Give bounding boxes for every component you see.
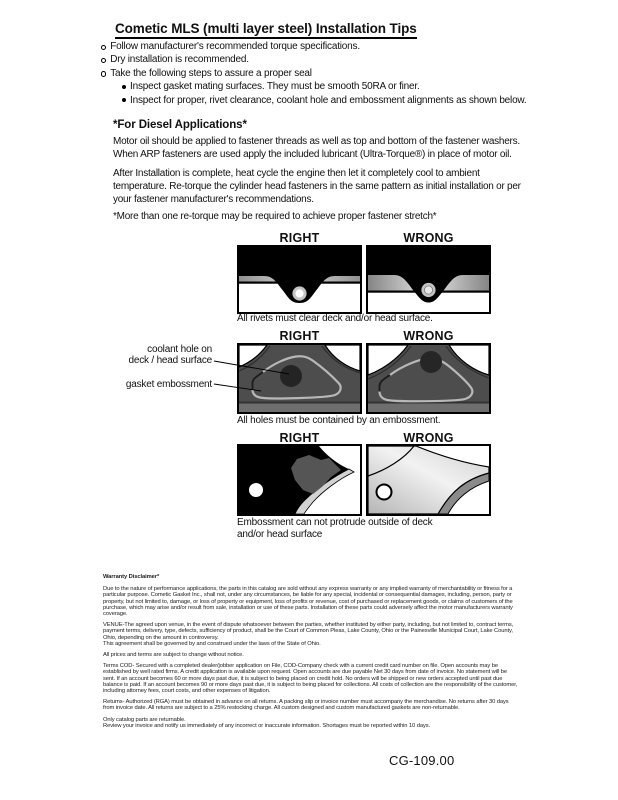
legal-paragraph — [103, 622, 519, 647]
diesel-paragraph-2: After Installation is complete, heat cycle the engine then let it completely cool to ambient temperature. Re-torque the cylinder head fasteners in the same pattern as initial installation or per your fastener manufacturer's recommendations. — [113, 168, 521, 205]
page-title: Cometic MLS (multi layer steel) Installation Tips — [115, 21, 417, 39]
coolant-hole-annotation — [88, 344, 212, 366]
gasket-embossment-annotation: gasket embossment — [125, 379, 212, 390]
list-item-text: Inspect for proper, rivet clearance, coolant hole and embossment alignments as shown below. — [130, 94, 527, 106]
gasket-edge-line — [239, 402, 360, 404]
wrong-label-row2: WRONG — [403, 329, 454, 343]
rivet-center — [424, 286, 432, 294]
bolt-hole — [377, 485, 392, 500]
open-bullet-icon — [101, 71, 106, 76]
right-label-row1: RIGHT — [279, 231, 320, 245]
legal-paragraph: Terms COD- Secured with a completed dealer/jobber application on File, COD-Company check with a current credit card number on file. Open accounts may be established by well rated firms. A credit application is available upon request. Open accounts are due payable Net 30 days from date of invoice. No statement will be sent. If an account becomes 60 or more days past due, it is subject to being placed on credit hold. No orders will be shipped or new orders accepted until past due balance is paid. If an account becomes 90 or more days past due, it is subject to being placed for collections. All costs of collection are the responsibility of the customer, including attorney fees, court costs, and other expenses of litigation. — [103, 663, 518, 695]
row2-caption: All holes must be contained by an embossment. — [237, 415, 441, 426]
embossment-containment-wrong-diagram — [366, 343, 491, 414]
list-item — [101, 94, 529, 107]
legal-paragraph: Due to the nature of performance applications, the parts in this catalog are sold without any express warranty or any implied warranty of merchantability or fitness for a particular purpose. Cometic Gasket Inc., shall not, under any circumstances, be liable for any special, incidental or consequential damages, including, person, party or property, but not limited to, damage, or loss of property or equipment, loss of profits or revenue, cost of purchased or replacement goods, or claims of customers of the purchase, which may arise and/or result from sale, installation or use of these parts. Installation of these parts could adversely affect the motor manufacturers warranty coverage. — [103, 586, 513, 618]
rivet-center — [295, 289, 303, 297]
warranty-disclaimer-heading: Warranty Disclaimer* — [103, 574, 160, 580]
list-item-text: Inspect gasket mating surfaces. They must be smooth 50RA or finer. — [130, 81, 420, 93]
right-label-row3: RIGHT — [279, 431, 320, 445]
gasket-edge-strip — [239, 404, 360, 413]
open-bullet-icon — [101, 58, 106, 63]
gasket-edge-strip — [368, 404, 489, 413]
annotation-text: coolant hole on — [147, 344, 212, 355]
bolt-hole — [249, 483, 263, 497]
filled-bullet-icon — [122, 85, 126, 89]
rivet-clearance-right-diagram — [237, 245, 362, 314]
legal-text: Only catalog parts are returnable. — [103, 716, 186, 723]
installation-tips-list — [101, 40, 529, 107]
caption-text: and/or head surface — [237, 528, 323, 540]
coolant-hole — [280, 365, 302, 387]
list-item — [101, 53, 529, 66]
rivet-clearance-wrong-diagram — [366, 245, 491, 314]
retorque-note: *More than one re-torque may be required to achieve proper fastener stretch* — [113, 211, 437, 222]
wrong-label-row3: WRONG — [403, 431, 454, 445]
row3-caption — [237, 517, 432, 540]
right-label-row2: RIGHT — [279, 329, 320, 343]
caption-text: Embossment can not protrude outside of deck — [237, 517, 433, 528]
list-item — [101, 67, 529, 80]
page-code: CG-109.00 — [389, 753, 455, 768]
annotation-text: deck / head surface — [128, 355, 212, 366]
coolant-hole-misaligned — [420, 351, 442, 373]
embossment-containment-right-diagram — [237, 343, 362, 414]
diesel-applications-heading: *For Diesel Applications* — [113, 119, 247, 131]
wrong-label-row1: WRONG — [403, 231, 454, 245]
warranty-disclaimer-section — [103, 574, 519, 734]
legal-paragraph: Returns- Authorized (RGA) must be obtained in advance on all returns. A packing slip or invoice number must accompany the merchandise. No returns after 30 days from invoice date. All returns are subject to a 25% restocking charge. All custom designed and custom manufactured gaskets are non-returnable. — [103, 699, 509, 712]
open-bullet-icon — [101, 45, 106, 50]
diesel-paragraph-1: Motor oil should be applied to fastener threads as well as top and bottom of the fastener washers. When ARP fasteners are used apply the included lubricant (Ultra-Torque®) in place of motor oil. — [113, 136, 520, 160]
list-item — [101, 40, 529, 53]
list-item-text: Dry installation is recommended. — [110, 54, 249, 66]
embossment-protrusion-wrong-diagram — [366, 444, 491, 516]
legal-text: This agreement shall be governed by and construed under the laws of the State of Ohio. — [103, 640, 321, 647]
row1-caption: All rivets must clear deck and/or head surface. — [237, 313, 433, 324]
list-item-text: Follow manufacturer's recommended torque specifications. — [110, 41, 360, 52]
list-item-text: Take the following steps to assure a proper seal — [110, 67, 312, 79]
filled-bullet-icon — [122, 98, 126, 102]
list-item — [101, 80, 529, 93]
legal-paragraph: All prices and terms are subject to change without notice. — [103, 652, 244, 659]
embossment-protrusion-right-diagram — [237, 444, 362, 516]
legal-paragraph — [103, 717, 519, 729]
legal-text: Review your invoice and notify us immediately of any incorrect or inaccurate information. Shortages must be reported within 10 days. — [103, 722, 431, 729]
legal-text: VENUE-The agreed upon venue, in the event of dispute whatsoever between the parties, whether instituted by either party, including, but not limited to, contract terms, payment terms, delivery, type, defects, sufficiency of product, shall be the Court of Common Pleas, Lake County, Ohio or the Painesville Municipal Court, Lake County, Ohio, depending on the amount in controversy. — [103, 622, 514, 641]
